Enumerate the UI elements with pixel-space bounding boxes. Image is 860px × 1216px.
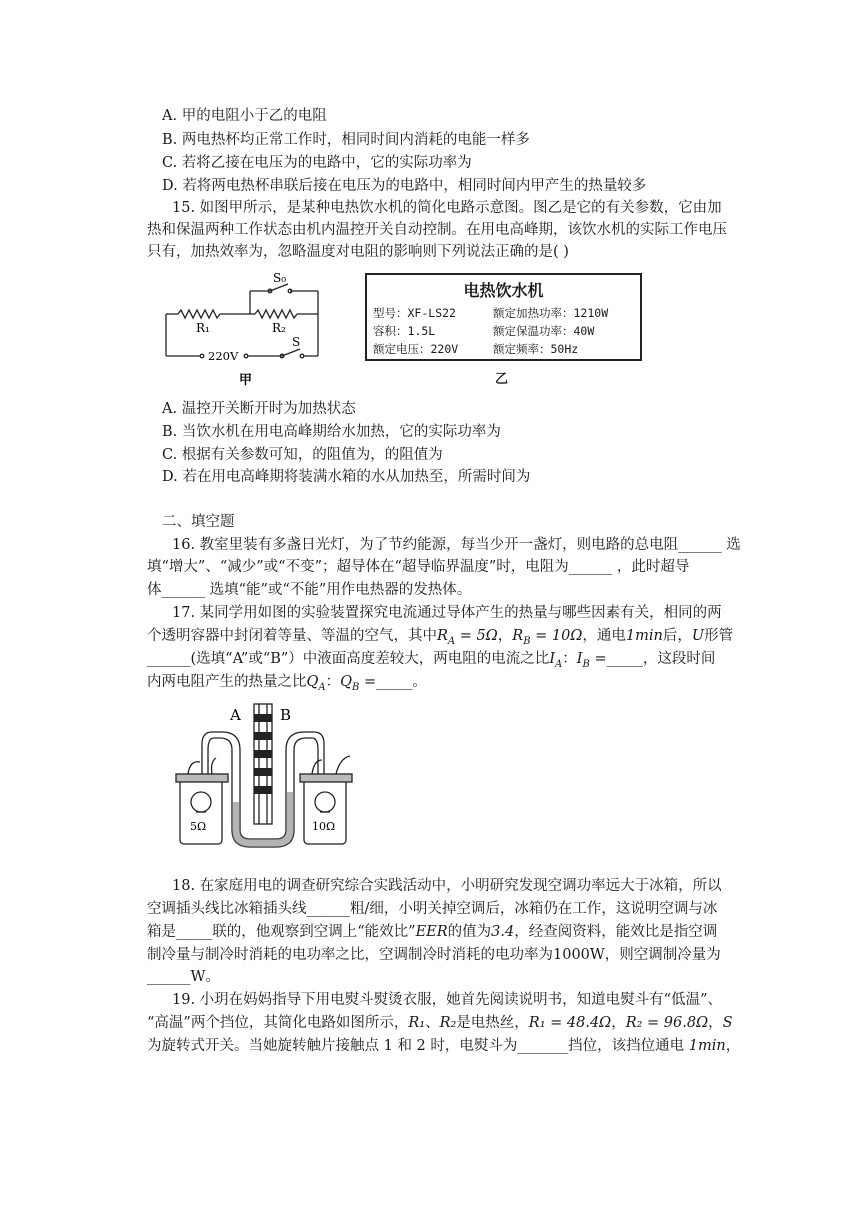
label-a: A xyxy=(230,706,241,724)
label-s0: S₀ xyxy=(273,271,287,285)
spec-frequency: 额定频率：50Hz xyxy=(493,342,579,356)
q18-line2: 空调插头线比冰箱插头线______粗/细，小明关掉空调后，冰箱仍在工作，这说明空调与冰 xyxy=(147,901,718,917)
q19-comma2: ， xyxy=(708,1015,723,1031)
q18-text-3c: ，经查阅资料，能效比是指空调 xyxy=(514,924,718,940)
math-qa-sub: A xyxy=(318,681,326,693)
math-qa: Q xyxy=(306,674,319,690)
q17-colon1: ： xyxy=(562,651,577,667)
q17-text-2d: 形管 xyxy=(704,628,734,644)
q18-line1: 18. 在家庭用电的调查研究综合实践活动中，小明研究发现空调功率远大于冰箱，所以 xyxy=(172,878,722,894)
q18-line3 xyxy=(147,922,717,942)
q15-option-d: D. 若在用电高峰期将装满水箱的水从加热至，所需时间为 xyxy=(162,469,531,485)
q17-colon2: ： xyxy=(325,674,341,690)
math-eer: EER xyxy=(415,924,448,940)
q16-line1: 16. 教室里装有多盏日光灯，为了节约能源，每当少开一盏灯，则电路的总电阻______ 选 xyxy=(172,537,741,553)
q17-text-3a: ______(选填“A”或“B”）中液面高度差较大，两电阻的电流之比 xyxy=(147,651,550,667)
math-time-19: 1min xyxy=(688,1038,726,1054)
q17-text-2b: ，通电 xyxy=(582,628,626,644)
q15-option-b: B. 当饮水机在用电高峰期给水加热，它的实际功率为 xyxy=(162,424,501,440)
math-r1: R₁ xyxy=(408,1015,426,1031)
math-ra: R xyxy=(437,628,448,644)
q17-text-3b: =_____，这段时间 xyxy=(589,651,716,667)
math-ib: I xyxy=(576,651,583,667)
label-5ohm: 5Ω xyxy=(190,820,207,833)
math-ra-val: = 5Ω xyxy=(455,628,498,644)
q19-text-3b: ， xyxy=(725,1038,741,1054)
q17-text-2c: 后， xyxy=(662,628,692,644)
q18-text-3a: 箱是_____联的，他观察到空调上“能效比” xyxy=(147,924,416,940)
label-220v: 220V xyxy=(208,349,239,363)
q14-option-c: C. 若将乙接在电压为的电路中，它的实际功率为 xyxy=(162,155,472,171)
spec-title: 电热饮水机 xyxy=(463,281,544,300)
q15-stem-line1: 15. 如图甲所示，是某种电热饮水机的简化电路示意图。图乙是它的有关参数，它由加 xyxy=(172,200,722,216)
q17-text-4b: =_____。 xyxy=(359,674,427,690)
q17-line1: 17. 某同学用如图的实验装置探究电流通过导体产生的热量与哪些因素有关，相同的两 xyxy=(172,605,722,621)
label-10ohm: 10Ω xyxy=(312,820,336,833)
q17-text-4a: 内两电阻产生的热量之比 xyxy=(147,674,307,690)
caption-jia: 甲 xyxy=(239,373,253,388)
circuit-diagram-jia xyxy=(160,266,330,391)
q15-stem-line3: 只有，加热效率为，忽略温度对电阻的影响则下列说法正确的是( ) xyxy=(147,244,569,260)
q18-text-3b: 的值为 xyxy=(447,924,492,940)
math-rb-sub: B xyxy=(523,635,531,647)
section-heading: 二、填空题 xyxy=(162,514,235,530)
q18-line4: 制冷量与制冷时消耗的电功率之比，空调制冷时消耗的电功率为1000W，则空调制冷量为 xyxy=(147,947,721,963)
math-ia-sub: A xyxy=(555,658,563,670)
q19-text-2a: “高温”两个挡位，其简化电路如图所示， xyxy=(147,1015,409,1031)
spec-volume: 容积：1.5L xyxy=(373,324,436,338)
q17-line3 xyxy=(147,649,715,675)
q19-line2 xyxy=(147,1013,733,1033)
math-eer-val: 3.4 xyxy=(491,924,515,940)
spec-voltage: 额定电压：220V xyxy=(373,342,459,356)
spec-model: 型号：XF-LS22 xyxy=(373,306,456,320)
u-tube-apparatus-figure xyxy=(172,702,357,862)
q17-text-2a: 个透明容器中封闭着等量、等温的空气，其中 xyxy=(147,628,437,644)
q19-line3 xyxy=(147,1036,740,1056)
label-r2: R₂ xyxy=(272,321,286,335)
math-rb-val: = 10Ω xyxy=(530,628,583,644)
math-s: S xyxy=(722,1015,733,1031)
q16-line2: 填“增大”、“减少”或“不变”；超导体在“超导临界温度”时，电阻为______ ，此时超导 xyxy=(147,559,690,575)
math-r1-eq: R₁ = 48.4Ω xyxy=(528,1015,612,1031)
q19-text-3a: 为旋转式开关。当她旋转触片接触点 1 和 2 时，电熨斗为_______挡位，该挡位通电 xyxy=(147,1038,689,1054)
math-time: 1min xyxy=(625,628,663,644)
math-rb: R xyxy=(512,628,524,644)
math-r2-eq: R₂ = 96.8Ω xyxy=(625,1015,709,1031)
q19-text-2b: 是电热丝， xyxy=(456,1015,529,1031)
q19-comma: ， xyxy=(611,1015,626,1031)
q15-stem-line2: 热和保温两种工作状态由机内温控开关自动控制。在用电高峰期，该饮水机的实际工作电压 xyxy=(147,222,727,238)
math-ra-sub: A xyxy=(447,635,456,647)
q19-line1: 19. 小玥在妈妈指导下用电熨斗熨烫衣服，她首先阅读说明书，知道电熨斗有“低温”、 xyxy=(172,992,722,1008)
spec-heat-power: 额定加热功率：1210W xyxy=(493,306,609,320)
math-qb-sub: B xyxy=(352,681,360,693)
q14-option-a: A. 甲的电阻小于乙的电阻 xyxy=(162,108,327,124)
q19-sep: 、 xyxy=(425,1015,440,1031)
q17-line2: 个透明容器中封闭着等量、等温的空气，其中$R_A = 5\Omega$，$R_B = 10\Omega$，通电1min后，U形管 xyxy=(147,628,734,647)
math-qb: Q xyxy=(340,674,353,690)
q15-option-c: C. 根据有关参数可知，的阻值为，的阻值为 xyxy=(162,447,443,463)
q18-line5: ______W。 xyxy=(147,969,220,985)
label-r1: R₁ xyxy=(196,321,210,335)
math-r2: R₂ xyxy=(439,1015,457,1031)
spec-keep-power: 额定保温功率：40W xyxy=(493,324,595,338)
spec-plate xyxy=(365,273,642,361)
q15-option-a: A. 温控开关断开时为加热状态 xyxy=(162,401,356,417)
caption-yi: 乙 xyxy=(495,372,509,387)
math-ia: I xyxy=(549,651,556,667)
label-b: B xyxy=(280,706,292,724)
q16-line3: 体______ 选填“能”或“不能”用作电热器的发热体。 xyxy=(147,582,472,598)
label-s: S xyxy=(292,335,301,349)
math-u: U xyxy=(691,628,705,644)
q14-option-b: B. 两电热杯均正常工作时，相同时间内消耗的电能一样多 xyxy=(162,132,530,148)
math-ib-sub: B xyxy=(582,658,590,670)
q17-line4 xyxy=(147,672,427,698)
q14-option-d: D. 若将两电热杯串联后接在电压为的电路中，相同时间内甲产生的热量较多 xyxy=(162,178,647,194)
